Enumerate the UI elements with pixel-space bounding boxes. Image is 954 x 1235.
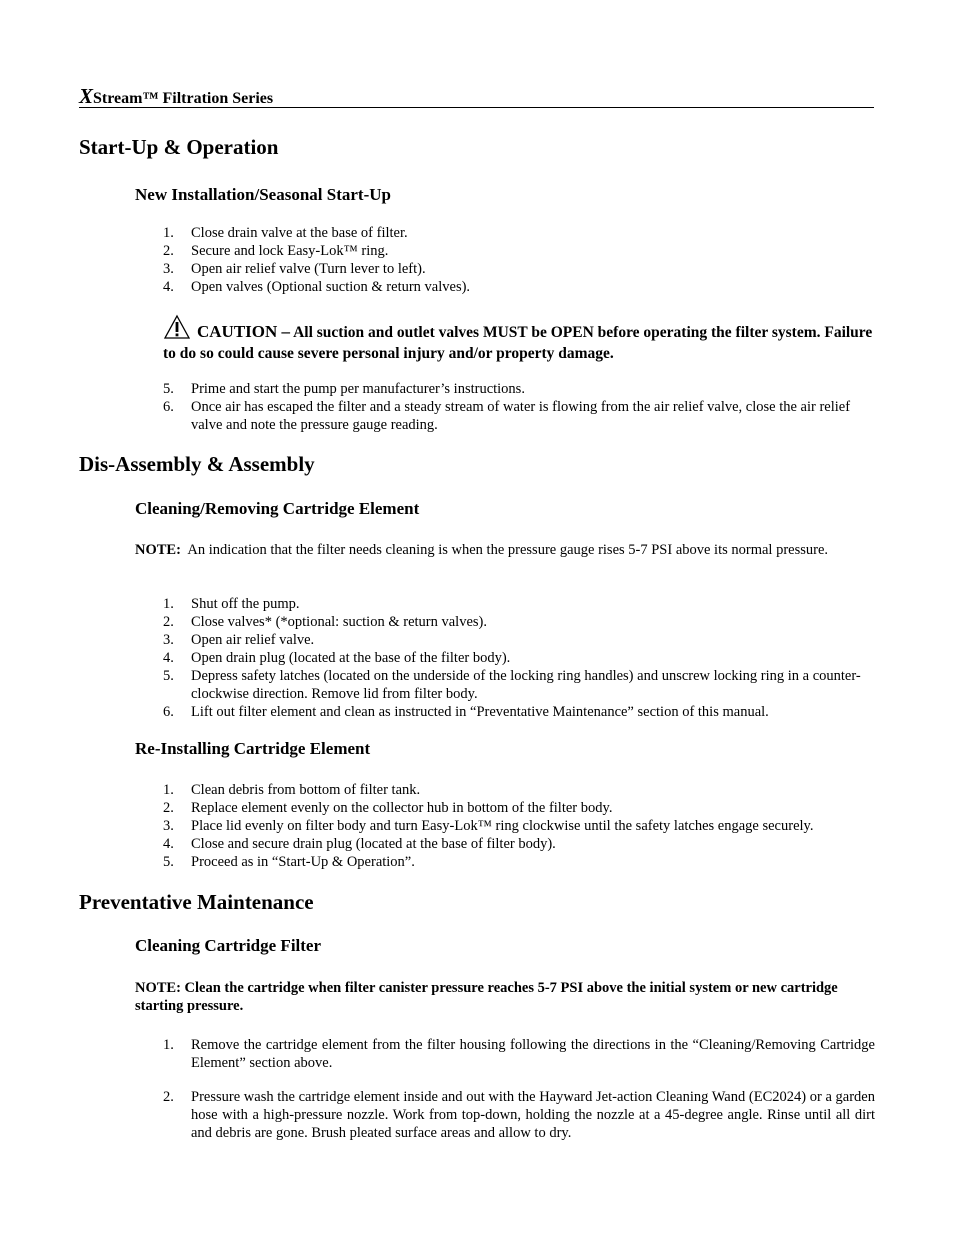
step-text: Prime and start the pump per manufacturer’s instructions. (191, 381, 525, 397)
step-text: Close and secure drain plug (located at the base of filter body). (191, 836, 556, 852)
list-item (135, 260, 875, 278)
caution-text: All suction and outlet valves MUST be OPEN before operating the filter system. Failure to do so could cause severe personal injury and/or property damage. (163, 324, 873, 362)
step-number: 3. (163, 818, 174, 834)
step-text: Open valves (Optional suction & return valves). (191, 279, 471, 295)
step-number: 3. (163, 261, 174, 277)
maintenance-note: NOTE: Clean the cartridge when filter canister pressure reaches 5-7 PSI above the initial system or new cartridge starting pressure. (135, 980, 838, 1014)
step-number: 1. (163, 225, 174, 241)
step-text: Replace element evenly on the collector hub in bottom of the filter body. (191, 800, 613, 816)
step-number: 2. (163, 800, 174, 816)
caution-block (163, 314, 875, 364)
list-item (135, 595, 875, 613)
step-text: Open air relief valve. (191, 632, 315, 648)
reinstalling-subheading: Re-Installing Cartridge Element (135, 739, 371, 758)
step-text: Secure and lock Easy-Lok™ ring. (191, 243, 389, 259)
list-item (135, 631, 875, 649)
step-number: 2. (163, 1089, 174, 1105)
list-item (135, 1088, 875, 1142)
step-text: Once air has escaped the filter and a steady stream of water is flowing from the air relief valve, close the air relief valve and note the pressure gauge reading. (191, 399, 851, 433)
list-item (135, 278, 875, 296)
list-item (135, 224, 875, 242)
running-header (79, 86, 874, 108)
list-item (135, 835, 875, 853)
step-text: Open drain plug (located at the base of the filter body). (191, 650, 511, 666)
startup-heading: Start-Up & Operation (79, 135, 279, 159)
step-text: Shut off the pump. (191, 596, 300, 612)
cleaning-steps-list (135, 595, 875, 721)
list-item (135, 242, 875, 260)
cleaning-removing-subheading: Cleaning/Removing Cartridge Element (135, 499, 420, 518)
brand-series: Stream™ Filtration Series (93, 90, 274, 107)
list-item (135, 817, 875, 835)
cleaning-cartridge-subheading: Cleaning Cartridge Filter (135, 936, 322, 955)
list-item (135, 799, 875, 817)
cleaning-note (135, 541, 875, 559)
step-number: 4. (163, 836, 174, 852)
startup-steps-list (135, 224, 875, 296)
list-item (135, 667, 875, 703)
note-text: An indication that the filter needs cleaning is when the pressure gauge rises 5-7 PSI above its normal pressure. (187, 542, 829, 558)
step-number: 4. (163, 279, 174, 295)
list-item (135, 781, 875, 799)
step-number: 5. (163, 668, 174, 684)
step-text: Close drain valve at the base of filter. (191, 225, 408, 241)
list-item (135, 398, 875, 434)
startup-steps-list-continued (135, 380, 875, 434)
step-number: 1. (163, 782, 174, 798)
step-text: Close valves* (*optional: suction & return valves). (191, 614, 487, 630)
reinstall-steps-list (135, 781, 875, 871)
step-text: Open air relief valve (Turn lever to left). (191, 261, 426, 277)
caution-title: CAUTION – (197, 322, 291, 341)
list-item (135, 703, 875, 721)
seasonal-startup-subheading: New Installation/Seasonal Start-Up (135, 185, 391, 204)
step-number: 4. (163, 650, 174, 666)
list-item (135, 649, 875, 667)
step-number: 1. (163, 596, 174, 612)
step-text: Lift out filter element and clean as instructed in “Preventative Maintenance” section of this manual. (191, 704, 769, 720)
list-item (135, 613, 875, 631)
step-number: 6. (163, 704, 174, 720)
step-text: Pressure wash the cartridge element inside and out with the Hayward Jet-action Cleaning Wand (EC2024) or a garden hose with a high-pressure nozzle. Work from top-down, holding the nozzle at a 45-degree angle. Rinse until all dirt and debris are gone. Brush pleated surface areas and allow to dry. (191, 1089, 875, 1141)
step-number: 2. (163, 614, 174, 630)
step-number: 5. (163, 854, 174, 870)
step-number: 6. (163, 399, 174, 415)
warning-icon (163, 314, 191, 340)
step-text: Remove the cartridge element from the filter housing following the directions in the “Cleaning/Removing Cartridge Element” section above. (191, 1037, 875, 1071)
step-number: 5. (163, 381, 174, 397)
step-number: 3. (163, 632, 174, 648)
list-item (135, 1036, 875, 1072)
list-item (135, 380, 875, 398)
step-text: Depress safety latches (located on the underside of the locking ring handles) and unscrew locking ring in a counter-clockwise direction. Remove lid from filter body. (191, 668, 861, 702)
disassembly-heading: Dis-Assembly & Assembly (79, 452, 315, 476)
step-text: Proceed as in “Start-Up & Operation”. (191, 854, 415, 870)
step-text: Clean debris from bottom of filter tank. (191, 782, 421, 798)
step-text: Place lid evenly on filter body and turn Easy-Lok™ ring clockwise until the safety latches engage securely. (191, 818, 814, 834)
note-label: NOTE: (135, 542, 181, 558)
brand-x: X (79, 84, 94, 108)
step-number: 2. (163, 243, 174, 259)
maintenance-steps-list (135, 1036, 875, 1158)
maintenance-heading: Preventative Maintenance (79, 890, 314, 914)
step-number: 1. (163, 1037, 174, 1053)
list-item (135, 853, 875, 871)
